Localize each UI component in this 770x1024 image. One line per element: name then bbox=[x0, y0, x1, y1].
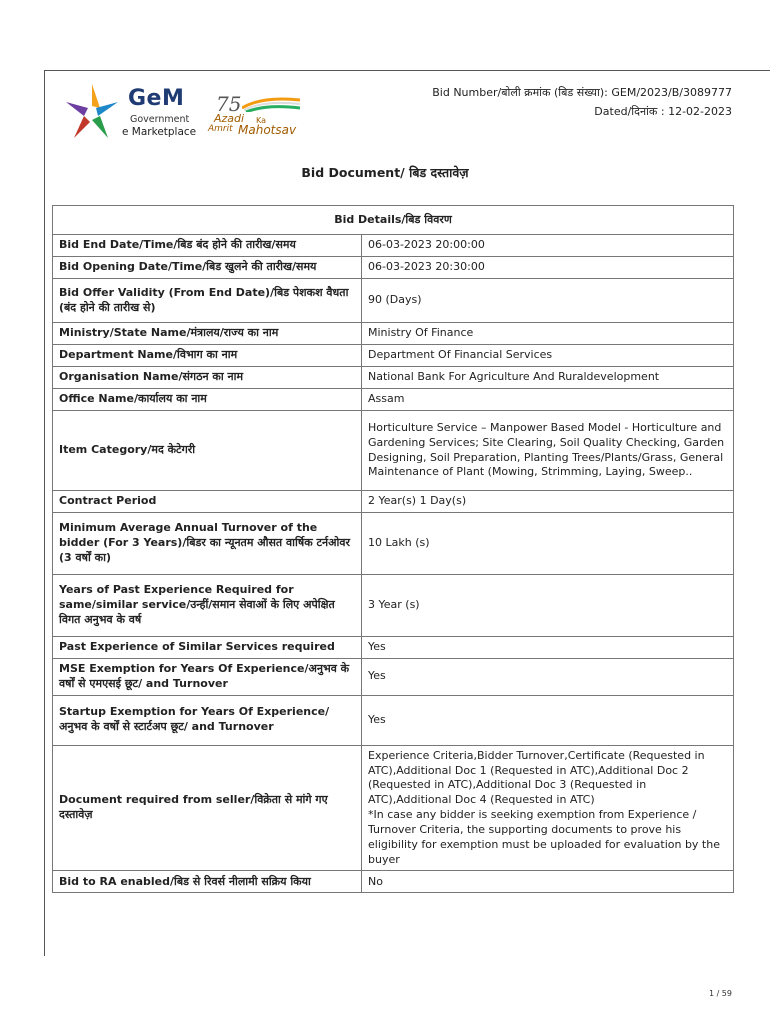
field-value: No bbox=[362, 871, 734, 893]
azadi-ka: Ka bbox=[256, 116, 267, 125]
table-row bbox=[53, 411, 734, 491]
field-label: Past Experience of Similar Services required bbox=[53, 637, 362, 659]
field-value: Department Of Financial Services bbox=[362, 345, 734, 367]
field-label: Department Name/विभाग का नाम bbox=[53, 345, 362, 367]
field-value: 10 Lakh (s) bbox=[362, 513, 734, 575]
azadi-ka-amrit-mahotsav-logo bbox=[208, 92, 348, 138]
table-row bbox=[53, 695, 734, 745]
field-value: 06-03-2023 20:30:00 bbox=[362, 257, 734, 279]
azadi-75: 75 bbox=[216, 92, 242, 116]
table-row bbox=[53, 745, 734, 871]
gem-logo-line2: e Marketplace bbox=[122, 126, 197, 138]
field-value: National Bank For Agriculture And Ruraldevelopment bbox=[362, 367, 734, 389]
table-heading-row bbox=[53, 206, 734, 235]
table-row bbox=[53, 491, 734, 513]
field-label: Minimum Average Annual Turnover of the bidder (For 3 Years)/बिडर का न्यूनतम औसत वार्षिक टर्नओवर (3 वर्षों का) bbox=[53, 513, 362, 575]
field-value: 06-03-2023 20:00:00 bbox=[362, 235, 734, 257]
table-row bbox=[53, 389, 734, 411]
field-label: Contract Period bbox=[53, 491, 362, 513]
field-value: 3 Year (s) bbox=[362, 575, 734, 637]
azadi-word: Azadi bbox=[214, 112, 245, 125]
gem-logo-line1: Government bbox=[130, 114, 190, 125]
azadi-amrit: Amrit bbox=[208, 124, 233, 134]
azadi-mahotsav: Mahotsav bbox=[238, 123, 297, 137]
field-label: Item Category/मद केटेगरी bbox=[53, 411, 362, 491]
field-label: Bid Offer Validity (From End Date)/बिड पेशकश वैधता (बंद होने की तारीख से) bbox=[53, 279, 362, 323]
field-value: Yes bbox=[362, 659, 734, 696]
field-label: Ministry/State Name/मंत्रालय/राज्य का नाम bbox=[53, 323, 362, 345]
bid-details-table bbox=[52, 205, 734, 893]
field-value: Ministry Of Finance bbox=[362, 323, 734, 345]
field-value: Yes bbox=[362, 637, 734, 659]
field-label: Startup Exemption for Years Of Experience/अनुभव के वर्षों से स्टार्टअप छूट/ and Turnover bbox=[53, 695, 362, 745]
page-number: 1 / 59 bbox=[708, 989, 732, 998]
field-label: Bid to RA enabled/बिड से रिवर्स नीलामी सक्रिय किया bbox=[53, 871, 362, 893]
field-label: Years of Past Experience Required for same/similar service/उन्हीं/समान सेवाओं के लिए अपेक्षित विगत अनुभव के वर्ष bbox=[53, 575, 362, 637]
bid-date: Dated/दिनांक : 12-02-2023 bbox=[594, 105, 732, 118]
field-value: 90 (Days) bbox=[362, 279, 734, 323]
field-label: Bid End Date/Time/बिड बंद होने की तारीख/समय bbox=[53, 235, 362, 257]
field-label: MSE Exemption for Years Of Experience/अनुभव के वर्षों से एमएसई छूट/ and Turnover bbox=[53, 659, 362, 696]
table-row bbox=[53, 345, 734, 367]
flag-swoosh-icon bbox=[242, 96, 302, 112]
table-heading: Bid Details/बिड विवरण bbox=[53, 206, 734, 235]
field-label: Office Name/कार्यालय का नाम bbox=[53, 389, 362, 411]
field-value: Assam bbox=[362, 389, 734, 411]
table-row bbox=[53, 871, 734, 893]
table-row bbox=[53, 235, 734, 257]
table-row bbox=[53, 257, 734, 279]
field-label: Document required from seller/विक्रेता से मांगे गए दस्तावेज़ bbox=[53, 745, 362, 871]
gem-star-icon bbox=[62, 80, 122, 142]
field-value: Horticulture Service – Manpower Based Model - Horticulture and Gardening Services; Site Clearing, Soil Quality Checking, Garden Designing, Soil Preparation, Planting Trees/Plants/Grass, General Maintenance of Plant (Mowing, Strimming, Laying, Sweep.. bbox=[362, 411, 734, 491]
field-value: Yes bbox=[362, 695, 734, 745]
table-row bbox=[53, 659, 734, 696]
field-value: 2 Year(s) 1 Day(s) bbox=[362, 491, 734, 513]
gem-logo bbox=[62, 80, 202, 142]
field-value: Experience Criteria,Bidder Turnover,Certificate (Requested in ATC),Additional Doc 1 (Requested in ATC),Additional Doc 2 (Requested in ATC),Additional Doc 3 (Requested in ATC),Additional Doc 4 (Requested in ATC) *In case any bidder is seeking exemption from Experience / Turnover Criteria, the supporting documents to prove his eligibility for exemption must be uploaded for evaluation by the buyer bbox=[362, 745, 734, 871]
table-row bbox=[53, 637, 734, 659]
table-row bbox=[53, 367, 734, 389]
table-row bbox=[53, 513, 734, 575]
page-title: Bid Document/ बिड दस्तावेज़ bbox=[301, 165, 469, 180]
gem-logo-word: GeM bbox=[128, 86, 185, 111]
table-row bbox=[53, 279, 734, 323]
field-label: Bid Opening Date/Time/बिड खुलने की तारीख/समय bbox=[53, 257, 362, 279]
bid-number: Bid Number/बोली क्रमांक (बिड संख्या): GEM/2023/B/3089777 bbox=[432, 86, 732, 99]
field-label: Organisation Name/संगठन का नाम bbox=[53, 367, 362, 389]
table-row bbox=[53, 323, 734, 345]
table-row bbox=[53, 575, 734, 637]
